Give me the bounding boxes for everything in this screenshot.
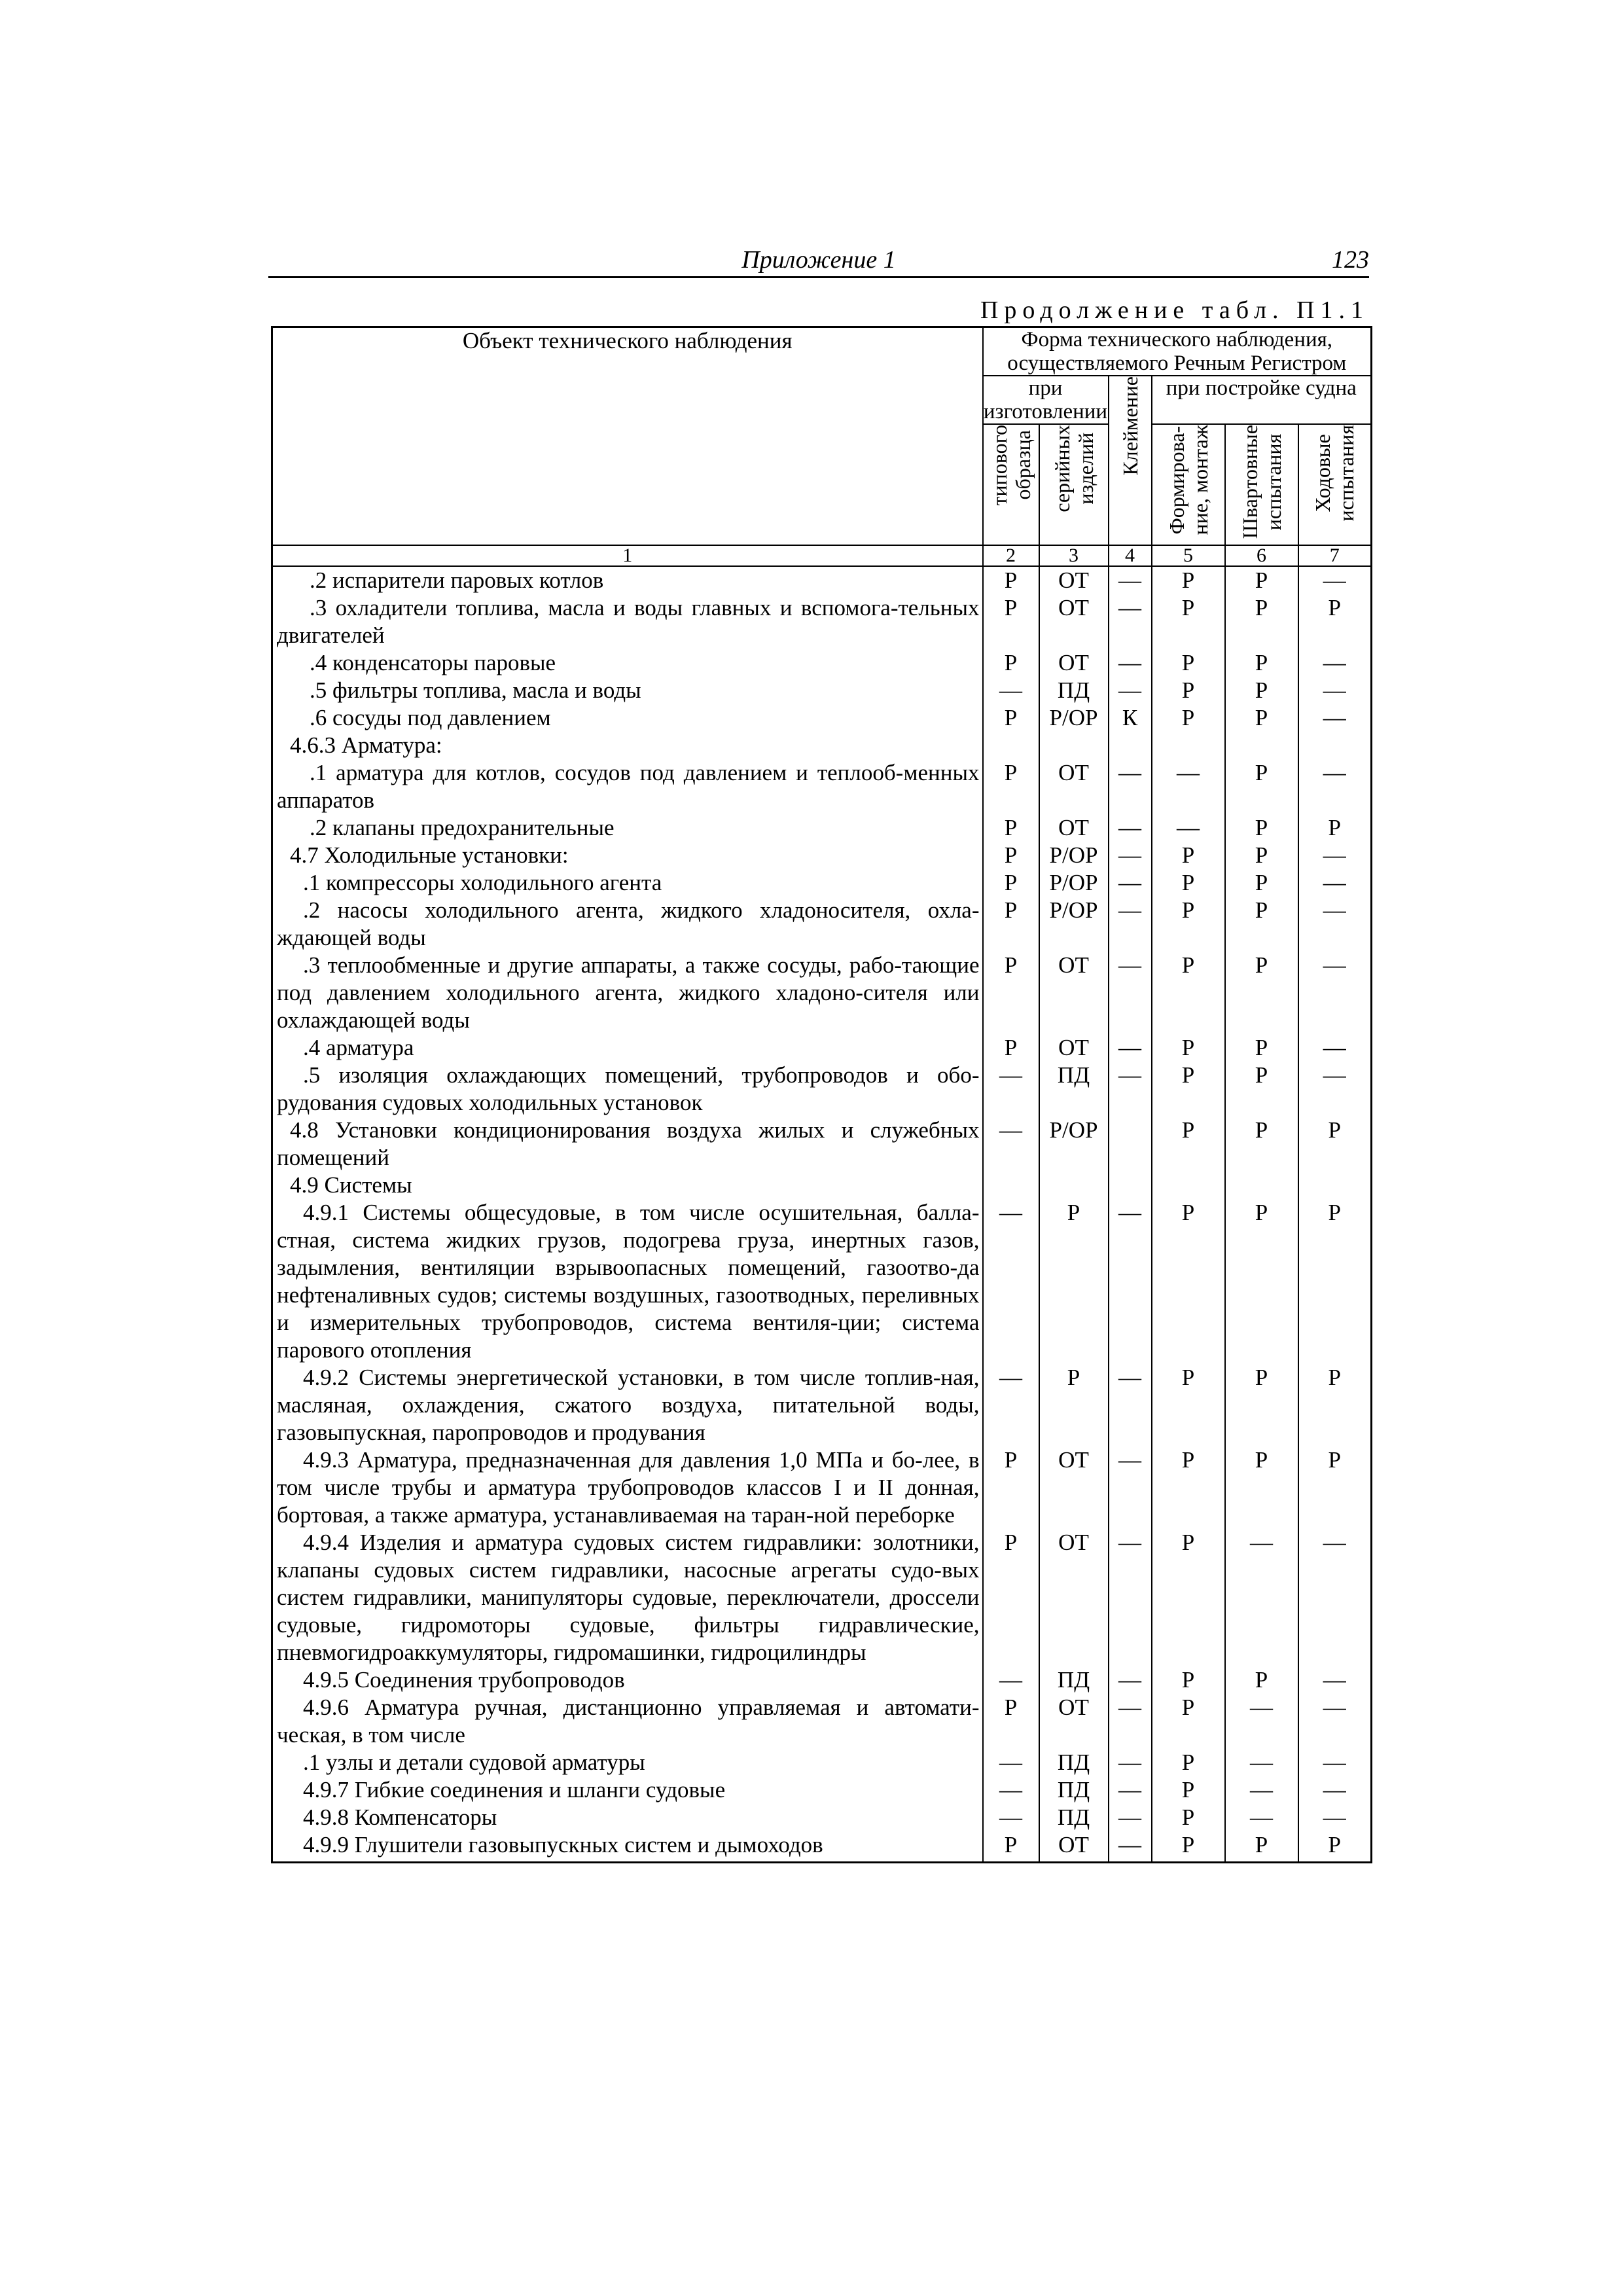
row-form-cell: ОТ	[1039, 1694, 1109, 1749]
column-number: 3	[1039, 545, 1109, 566]
table-row	[272, 897, 1372, 952]
table-row	[272, 842, 1372, 869]
table-row	[272, 1694, 1372, 1749]
row-object-text: 4.7 Холодильные установки:	[272, 842, 983, 869]
row-form-cell	[1039, 1172, 1109, 1199]
row-object-text: 4.9.3 Арматура, предназначенная для давления 1,0 МПа и бо-лее, в том числе трубы и арматура трубопроводов классов I и II донная, бортовая, а также арматура, устанавливаемая на таран-ной переборке	[272, 1446, 983, 1529]
row-form-cell: —	[1298, 869, 1372, 897]
row-form-cell: Р	[1225, 1034, 1298, 1062]
row-object-text: 4.9.7 Гибкие соединения и шланги судовые	[272, 1776, 983, 1804]
row-form-cell: —	[1225, 1529, 1298, 1666]
header-mooring-trials	[1225, 424, 1298, 545]
row-form-cell: —	[1225, 1749, 1298, 1776]
row-form-cell: Р	[983, 952, 1039, 1034]
row-form-cell: Р	[1225, 1199, 1298, 1364]
row-form-cell: Р	[1298, 594, 1372, 649]
row-object-text: 4.9.2 Системы энергетической установки, в том числе топлив-ная, масляная, охлаждения, сжатого воздуха, питательной воды, газовыпускная, паропроводов и продувания	[272, 1364, 983, 1446]
header-manufacture-group: при изготовлении	[983, 376, 1108, 423]
row-object-text: .3 теплообменные и другие аппараты, а также сосуды, рабо-тающие под давлением холодильного агента, жидкого хладоно-сителя или охлаждающей воды	[272, 952, 983, 1034]
row-form-cell	[1225, 1172, 1298, 1199]
row-form-cell: —	[1109, 677, 1152, 704]
row-form-cell: —	[1109, 594, 1152, 649]
table-row	[272, 649, 1372, 677]
row-form-cell: Р	[983, 1034, 1039, 1062]
row-form-cell: Р	[1039, 1199, 1109, 1364]
row-form-cell: Р	[983, 1529, 1039, 1666]
row-form-cell: Р	[1298, 1117, 1372, 1172]
row-form-cell: Р	[1152, 1694, 1225, 1749]
table-row	[272, 1446, 1372, 1529]
row-form-cell: Р	[1152, 1199, 1225, 1364]
header-branding	[1109, 376, 1152, 545]
row-form-cell: Р	[1152, 1062, 1225, 1117]
row-form-cell: Р	[983, 1831, 1039, 1863]
row-form-cell: ПД	[1039, 1776, 1109, 1804]
table-row	[272, 1776, 1372, 1804]
table-row	[272, 1529, 1372, 1666]
row-form-cell: —	[1298, 952, 1372, 1034]
row-form-cell: —	[1109, 897, 1152, 952]
row-form-cell: Р	[1152, 1831, 1225, 1863]
row-form-cell: —	[1298, 677, 1372, 704]
row-form-cell: Р	[1152, 1529, 1225, 1666]
row-form-cell: —	[1109, 1749, 1152, 1776]
page-number: 123	[1332, 246, 1369, 274]
column-number: 5	[1152, 545, 1225, 566]
row-form-cell	[1039, 732, 1109, 759]
table-row	[272, 1172, 1372, 1199]
row-form-cell: Р	[1152, 594, 1225, 649]
row-form-cell: Р	[1225, 897, 1298, 952]
row-form-cell: —	[1225, 1804, 1298, 1831]
row-form-cell: —	[1298, 1034, 1372, 1062]
row-form-cell: Р	[1225, 1117, 1298, 1172]
row-form-cell: —	[1298, 704, 1372, 732]
row-form-cell: Р	[983, 566, 1039, 594]
row-form-cell: ОТ	[1039, 814, 1109, 842]
header-sea-trials-label: Ходовые испытания	[1311, 425, 1359, 522]
table-row	[272, 1831, 1372, 1863]
row-form-cell: —	[1298, 1666, 1372, 1694]
row-form-cell: Р	[1298, 1446, 1372, 1529]
row-form-cell: —	[1109, 1199, 1152, 1364]
row-form-cell: Р	[1152, 1446, 1225, 1529]
row-form-cell: Р	[1152, 1776, 1225, 1804]
row-form-cell: —	[1109, 1446, 1152, 1529]
row-form-cell: Р	[1152, 1364, 1225, 1446]
table-row	[272, 1199, 1372, 1364]
row-form-cell: Р	[1225, 759, 1298, 814]
row-form-cell: —	[983, 1117, 1039, 1172]
column-number-row	[272, 545, 1372, 566]
row-form-cell: Р	[1152, 1749, 1225, 1776]
row-form-cell: Р	[1225, 1666, 1298, 1694]
column-number: 2	[983, 545, 1039, 566]
row-form-cell: Р	[1298, 1831, 1372, 1863]
row-form-cell: Р	[1152, 869, 1225, 897]
row-form-cell: Р/ОР	[1039, 1117, 1109, 1172]
row-form-cell: —	[1152, 759, 1225, 814]
row-form-cell: Р	[1225, 869, 1298, 897]
table-row	[272, 1804, 1372, 1831]
row-form-cell: ПД	[1039, 1749, 1109, 1776]
row-form-cell: Р	[1298, 814, 1372, 842]
row-form-cell: —	[983, 1804, 1039, 1831]
row-form-cell: Р	[1298, 1364, 1372, 1446]
table-row	[272, 1666, 1372, 1694]
row-form-cell: Р	[983, 704, 1039, 732]
row-object-text: .3 охладители топлива, масла и воды главных и вспомога-тельных двигателей	[272, 594, 983, 649]
row-form-cell: Р	[1152, 842, 1225, 869]
column-number: 1	[272, 545, 983, 566]
row-form-cell: Р	[983, 594, 1039, 649]
row-form-cell: —	[1298, 897, 1372, 952]
row-form-cell: —	[1109, 1776, 1152, 1804]
row-form-cell	[1152, 732, 1225, 759]
table-row	[272, 594, 1372, 649]
row-form-cell: Р	[1225, 842, 1298, 869]
table-row	[272, 1062, 1372, 1117]
row-form-cell: —	[1109, 1694, 1152, 1749]
header-typical-sample	[983, 424, 1039, 545]
row-object-text: 4.9 Системы	[272, 1172, 983, 1199]
row-form-cell: Р	[983, 842, 1039, 869]
column-number: 7	[1298, 545, 1372, 566]
row-form-cell: —	[1225, 1694, 1298, 1749]
row-form-cell: ПД	[1039, 1666, 1109, 1694]
row-form-cell: Р	[1039, 1364, 1109, 1446]
row-form-cell	[1152, 1172, 1225, 1199]
row-form-cell: ОТ	[1039, 1034, 1109, 1062]
row-form-cell: ОТ	[1039, 759, 1109, 814]
row-form-cell: ОТ	[1039, 1831, 1109, 1863]
row-object-text: .1 узлы и детали судовой арматуры	[272, 1749, 983, 1776]
row-form-cell: Р/ОР	[1039, 842, 1109, 869]
row-form-cell: —	[1298, 566, 1372, 594]
row-form-cell: —	[1298, 1776, 1372, 1804]
running-head	[268, 243, 1369, 278]
header-mooring-trials-label: Швартовные испытания	[1238, 425, 1285, 539]
row-form-cell: —	[1298, 759, 1372, 814]
row-form-cell: —	[983, 677, 1039, 704]
row-form-cell: —	[1109, 1364, 1152, 1446]
row-object-text: .2 испарители паровых котлов	[272, 566, 983, 594]
row-form-cell: Р	[1225, 566, 1298, 594]
row-form-cell: —	[1109, 566, 1152, 594]
row-object-text: 4.9.8 Компенсаторы	[272, 1804, 983, 1831]
row-form-cell: Р	[1152, 1034, 1225, 1062]
row-form-cell: Р	[1152, 952, 1225, 1034]
row-form-cell: Р	[1298, 1199, 1372, 1364]
header-object: Объект технического наблюдения	[272, 327, 983, 546]
table-continuation-label: Продолжение табл. П1.1	[980, 296, 1369, 324]
row-form-cell: Р	[1225, 677, 1298, 704]
header-typical-sample-label: типового образца	[987, 425, 1035, 506]
header-form-group: Форма технического наблюдения, осуществляемого Речным Регистром	[983, 327, 1372, 376]
row-form-cell	[983, 1172, 1039, 1199]
row-form-cell	[1109, 1172, 1152, 1199]
row-form-cell: —	[983, 1776, 1039, 1804]
row-object-text: .5 изоляция охлаждающих помещений, трубопроводов и обо-рудования судовых холодильных установок	[272, 1062, 983, 1117]
row-form-cell: —	[1152, 814, 1225, 842]
row-form-cell: Р	[983, 814, 1039, 842]
row-form-cell: —	[1109, 1666, 1152, 1694]
table-row	[272, 1749, 1372, 1776]
row-object-text: .5 фильтры топлива, масла и воды	[272, 677, 983, 704]
row-form-cell: —	[1109, 1034, 1152, 1062]
row-form-cell: —	[983, 1364, 1039, 1446]
row-form-cell: ПД	[1039, 1062, 1109, 1117]
table-row	[272, 732, 1372, 759]
row-form-cell: —	[1298, 1694, 1372, 1749]
header-branding-label: Клеймение	[1118, 376, 1142, 476]
row-form-cell: Р	[983, 759, 1039, 814]
row-form-cell: ОТ	[1039, 566, 1109, 594]
supervision-table	[271, 326, 1372, 1863]
row-form-cell: Р	[1152, 1666, 1225, 1694]
row-form-cell: Р	[1152, 566, 1225, 594]
row-object-text: 4.8 Установки кондиционирования воздуха жилых и служебных помещений	[272, 1117, 983, 1172]
table-row	[272, 1034, 1372, 1062]
row-form-cell: —	[1109, 1062, 1152, 1117]
row-form-cell: —	[983, 1666, 1039, 1694]
row-form-cell: Р	[1152, 1117, 1225, 1172]
table-row	[272, 869, 1372, 897]
row-form-cell: Р/ОР	[1039, 869, 1109, 897]
row-form-cell: ОТ	[1039, 952, 1109, 1034]
row-form-cell: Р	[983, 1694, 1039, 1749]
row-form-cell: Р	[1225, 704, 1298, 732]
row-form-cell: —	[1109, 814, 1152, 842]
row-form-cell: Р	[1152, 897, 1225, 952]
row-form-cell: ОТ	[1039, 1529, 1109, 1666]
row-form-cell: —	[1109, 952, 1152, 1034]
row-object-text: 4.9.9 Глушители газовыпускных систем и дымоходов	[272, 1831, 983, 1863]
row-form-cell: —	[983, 1062, 1039, 1117]
row-form-cell: —	[1225, 1776, 1298, 1804]
row-form-cell: Р	[1225, 1831, 1298, 1863]
row-object-text: .4 арматура	[272, 1034, 983, 1062]
row-form-cell: —	[983, 1199, 1039, 1364]
row-form-cell	[1298, 1172, 1372, 1199]
row-form-cell: —	[1298, 1749, 1372, 1776]
row-form-cell: Р/ОР	[1039, 897, 1109, 952]
table-row	[272, 677, 1372, 704]
row-form-cell: ОТ	[1039, 1446, 1109, 1529]
row-form-cell: Р	[1225, 952, 1298, 1034]
row-form-cell: —	[1109, 1831, 1152, 1863]
row-form-cell: К	[1109, 704, 1152, 732]
row-form-cell: Р	[1225, 1062, 1298, 1117]
row-form-cell: Р/ОР	[1039, 704, 1109, 732]
row-form-cell: —	[983, 1749, 1039, 1776]
row-form-cell: —	[1298, 1804, 1372, 1831]
row-form-cell: —	[1109, 759, 1152, 814]
row-form-cell: Р	[983, 1446, 1039, 1529]
row-form-cell	[1109, 732, 1152, 759]
row-form-cell	[1109, 1117, 1152, 1172]
row-form-cell	[1225, 732, 1298, 759]
header-serial-products	[1039, 424, 1109, 545]
row-form-cell: Р	[983, 649, 1039, 677]
header-serial-products-label: серийных изделий	[1050, 425, 1097, 512]
row-form-cell: Р	[1152, 649, 1225, 677]
row-object-text: 4.6.3 Арматура:	[272, 732, 983, 759]
page-header-title: Приложение 1	[741, 246, 896, 274]
row-form-cell: —	[1109, 1804, 1152, 1831]
row-object-text: 4.9.4 Изделия и арматура судовых систем гидравлики: золотники, клапаны судовых систем гидравлики, насосные агрегаты судо-вых систем гидравлики, манипуляторы судовые, переключатели, дроссели судовые, гидромоторы судовые, фильтры гидравлические, пневмогидроаккумуляторы, гидромашинки, гидроцилиндры	[272, 1529, 983, 1666]
table-row	[272, 952, 1372, 1034]
row-form-cell: Р	[1225, 594, 1298, 649]
row-form-cell: —	[1298, 1062, 1372, 1117]
row-form-cell: Р	[1225, 1446, 1298, 1529]
row-object-text: 4.9.1 Системы общесудовые, в том числе осушительная, балла-стная, система жидких грузов, подогрева груза, инертных газов, задымления, вентиляции взрывоопасных помещений, газоотво-да нефтеналивных судов; системы воздушных, газоотводных, переливных и измерительных трубопроводов, система вентиля-ции; система парового отопления	[272, 1199, 983, 1364]
row-form-cell: —	[1109, 649, 1152, 677]
row-form-cell: ОТ	[1039, 594, 1109, 649]
table-row	[272, 1364, 1372, 1446]
table-row	[272, 566, 1372, 594]
header-forming-installation-label: Формирова- ние, монтаж	[1164, 425, 1212, 535]
row-object-text: 4.9.5 Соединения трубопроводов	[272, 1666, 983, 1694]
row-form-cell: —	[1109, 1529, 1152, 1666]
header-sea-trials	[1298, 424, 1372, 545]
row-object-text: .2 насосы холодильного агента, жидкого хладоносителя, охла-ждающей воды	[272, 897, 983, 952]
row-object-text: .4 конденсаторы паровые	[272, 649, 983, 677]
row-object-text: .1 арматура для котлов, сосудов под давлением и теплооб-менных аппаратов	[272, 759, 983, 814]
row-form-cell: Р	[983, 897, 1039, 952]
column-number: 6	[1225, 545, 1298, 566]
row-form-cell: Р	[983, 869, 1039, 897]
row-form-cell: Р	[1225, 1364, 1298, 1446]
table-row	[272, 814, 1372, 842]
row-form-cell: Р	[1152, 677, 1225, 704]
row-object-text: .6 сосуды под давлением	[272, 704, 983, 732]
table-row	[272, 759, 1372, 814]
row-form-cell: —	[1298, 1529, 1372, 1666]
row-form-cell: —	[1298, 649, 1372, 677]
row-form-cell: —	[1298, 842, 1372, 869]
row-form-cell	[1298, 732, 1372, 759]
row-form-cell	[983, 732, 1039, 759]
row-object-text: .2 клапаны предохранительные	[272, 814, 983, 842]
header-forming-installation	[1152, 424, 1225, 545]
row-form-cell: ПД	[1039, 1804, 1109, 1831]
row-form-cell: —	[1109, 869, 1152, 897]
row-form-cell: Р	[1225, 814, 1298, 842]
row-form-cell: ОТ	[1039, 649, 1109, 677]
row-form-cell: ПД	[1039, 677, 1109, 704]
row-form-cell: Р	[1152, 1804, 1225, 1831]
row-object-text: .1 компрессоры холодильного агента	[272, 869, 983, 897]
row-object-text: 4.9.6 Арматура ручная, дистанционно управляемая и автомати-ческая, в том числе	[272, 1694, 983, 1749]
row-form-cell: Р	[1152, 704, 1225, 732]
column-number: 4	[1109, 545, 1152, 566]
row-form-cell: Р	[1225, 649, 1298, 677]
table-row	[272, 1117, 1372, 1172]
header-construction-group: при постройке судна	[1152, 376, 1372, 424]
table-row	[272, 704, 1372, 732]
row-form-cell: —	[1109, 842, 1152, 869]
